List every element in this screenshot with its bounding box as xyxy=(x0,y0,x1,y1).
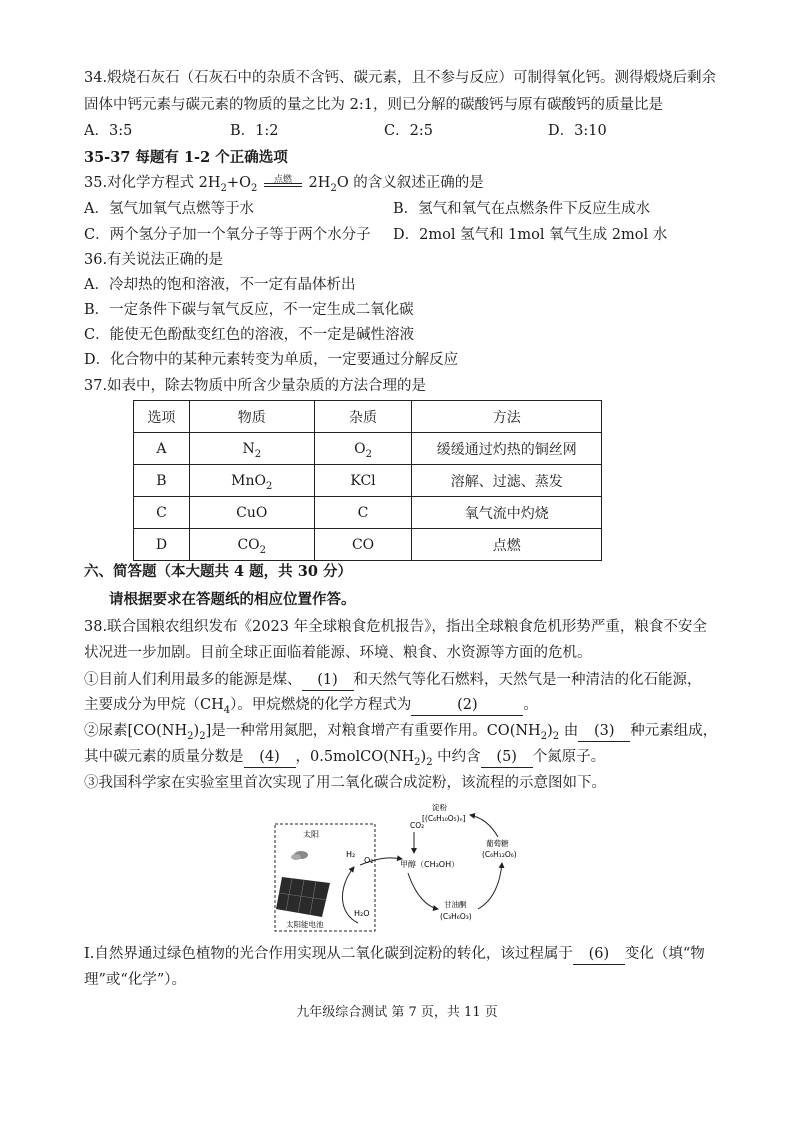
q38-p3: ③我国科学家在实验室里首次实现了用二氧化碳合成淀粉，该流程的示意图如下。 xyxy=(84,775,606,791)
row-method: 溶解、过滤、蒸发 xyxy=(412,465,602,497)
q34-line1: 34.煅烧石灰石（石灰石中的杂质不含钙、碳元素，且不参与反应）可制得氧化钙。测得煅烧后剩余 xyxy=(84,70,717,86)
sun-icon xyxy=(291,851,308,860)
section-note: 35-37 每题有 1-2 个正确选项 xyxy=(84,149,288,166)
h2-label: H₂ xyxy=(346,850,356,859)
row-substance: MnO$_2$ xyxy=(189,465,314,497)
section6-instruction: 请根据要求在答题纸的相应位置作答。 xyxy=(109,591,356,608)
row-option: C xyxy=(134,497,190,529)
h2o-label: H₂O xyxy=(354,909,370,918)
row-substance: $N_2$ xyxy=(189,433,314,465)
header-substance: 物质 xyxy=(189,401,314,433)
answer-blank-4: (4) xyxy=(244,747,296,768)
q35-option-d: D．2mol 氢气和 1mol 氧气生成 2mol 水 xyxy=(393,227,668,243)
q35-stem: 35.对化学方程式 $2H_2+O_2$ 点燃 $2H_2O$ 的含义叙述正确的是 xyxy=(84,173,484,193)
q35-option-a: A．氢气加氧气点燃等于水 xyxy=(84,201,254,217)
dha-label: 甘油酮 xyxy=(444,900,467,909)
q38-p1-line1: ①目前人们利用最多的能源是煤、 (1) 和天然气等化石燃料，天然气是一种清洁的化石能源， xyxy=(84,670,702,691)
row-substance: $CO_2$ xyxy=(189,529,314,561)
table-row xyxy=(134,433,602,465)
q37-stem: 37.如表中，除去物质中所含少量杂质的方法合理的是 xyxy=(84,378,427,394)
table-header-row xyxy=(134,401,602,433)
glucose-to-starch-arrow xyxy=(470,815,498,837)
q36-option-d: D．化合物中的某种元素转变为单质，一定要通过分解反应 xyxy=(84,352,459,368)
q36-option-b: B．一定条件下碳与氧气反应，不一定生成二氧化碳 xyxy=(84,302,414,318)
q34-option-c: C．2:5 xyxy=(384,123,433,139)
row-method: 缓缓通过灼热的铜丝网 xyxy=(412,433,602,465)
dha-to-glucose-arrow xyxy=(478,863,502,909)
sun-label: 太阳 xyxy=(303,830,319,839)
header-method: 方法 xyxy=(412,401,602,433)
q34-option-a: A．3:5 xyxy=(84,123,133,139)
q35-option-b: B．氢气和氧气在点燃条件下反应生成水 xyxy=(393,201,651,217)
co2-label: CO₂ xyxy=(410,821,425,830)
glucose-label: 葡萄糖 xyxy=(486,839,509,848)
methanol-to-dha-arrow xyxy=(408,873,438,909)
row-option: D xyxy=(134,529,190,561)
q34-option-b: B．1:2 xyxy=(230,123,279,139)
answer-blank-6: (6) xyxy=(573,944,625,965)
answer-blank-2: (2) xyxy=(411,695,523,716)
q36-stem: 36.有关说法正确的是 xyxy=(84,252,224,268)
solar-panel-icon xyxy=(276,877,330,917)
q38-p2-line1: ②尿素$[CO(NH_2)_2]$是一种常用氮肥，对粮食增产有重要作用。$CO(NH_2)_2$ 由 (3) 种元素组成， xyxy=(84,723,718,742)
table-row xyxy=(134,529,602,561)
solar-cell-label: 太阳能电池 xyxy=(286,920,324,929)
row-option: B xyxy=(134,465,190,497)
reaction-condition-mark xyxy=(262,173,304,193)
section6-title: 六、简答题（本大题共 4 题，共 30 分） xyxy=(84,563,352,580)
row-method: 氧气流中灼烧 xyxy=(412,497,602,529)
answer-blank-1: (1) xyxy=(302,670,354,691)
row-impurity: KCl xyxy=(314,465,412,497)
q36-option-c: C．能使无色酚酞变红色的溶液，不一定是碱性溶液 xyxy=(84,327,415,343)
starch-formula: [(C₆H₁₀O₅)ₙ] xyxy=(422,814,466,823)
table-row xyxy=(134,497,602,529)
page-footer: 九年级综合测试 第 7 页，共 11 页 xyxy=(296,1005,498,1020)
methanol-label: 甲醇（CH₃OH） xyxy=(400,860,460,869)
q37-table xyxy=(133,400,602,561)
q34-line2: 固体中钙元素与碳元素的物质的量之比为 2:1，则已分解的碳酸钙与原有碳酸钙的质量比是 xyxy=(84,97,663,113)
q38-p1-line2: 主要成分为甲烷$(CH_4)$。甲烷燃烧的化学方程式为 (2) 。 xyxy=(84,697,538,716)
row-option: A xyxy=(134,433,190,465)
row-method: 点燃 xyxy=(412,529,602,561)
answer-blank-3: (3) xyxy=(578,721,630,742)
table-row xyxy=(134,465,602,497)
q38-intro-line2: 状况进一步加剧。目前全球正面临着能源、环境、粮食、水资源等方面的危机。 xyxy=(84,645,592,661)
glucose-formula: (C₆H₁₂O₆) xyxy=(482,850,517,859)
header-impurity: 杂质 xyxy=(314,401,412,433)
row-substance: CuO xyxy=(189,497,314,529)
row-impurity: $O_2$ xyxy=(314,433,412,465)
q38-pI-line2: 理”或“化学”）。 xyxy=(84,972,186,988)
starch-synthesis-diagram xyxy=(250,795,550,937)
row-impurity: C xyxy=(314,497,412,529)
q38-intro-line1: 38.联合国粮农组织发布《2023 年全球粮食危机报告》，指出全球粮食危机形势严重，粮食不安全 xyxy=(84,619,707,635)
header-option: 选项 xyxy=(134,401,190,433)
dha-formula: (C₃H₆O₃) xyxy=(440,912,472,921)
answer-blank-5: (5) xyxy=(481,747,533,768)
starch-label: 淀粉 xyxy=(432,803,447,812)
q35-option-c: C．两个氢分子加一个氧分子等于两个水分子 xyxy=(84,227,371,243)
row-impurity: CO xyxy=(314,529,412,561)
q34-option-d: D．3:10 xyxy=(548,123,607,139)
o2-label: O₂ xyxy=(364,856,374,865)
q36-option-a: A．冷却热的饱和溶液，不一定有晶体析出 xyxy=(84,277,356,293)
reaction-condition: 点燃 xyxy=(273,175,292,185)
q38-pI-line1: Ⅰ.自然界通过绿色植物的光合作用实现从二氧化碳到淀粉的转化，该过程属于 (6) 变化（填“物 xyxy=(84,944,705,965)
q38-p2-line2: 其中碳元素的质量分数是 (4) ，$0.5molCO(NH_2)_2$ 中约含 (5) 个氮原子。 xyxy=(84,749,606,768)
